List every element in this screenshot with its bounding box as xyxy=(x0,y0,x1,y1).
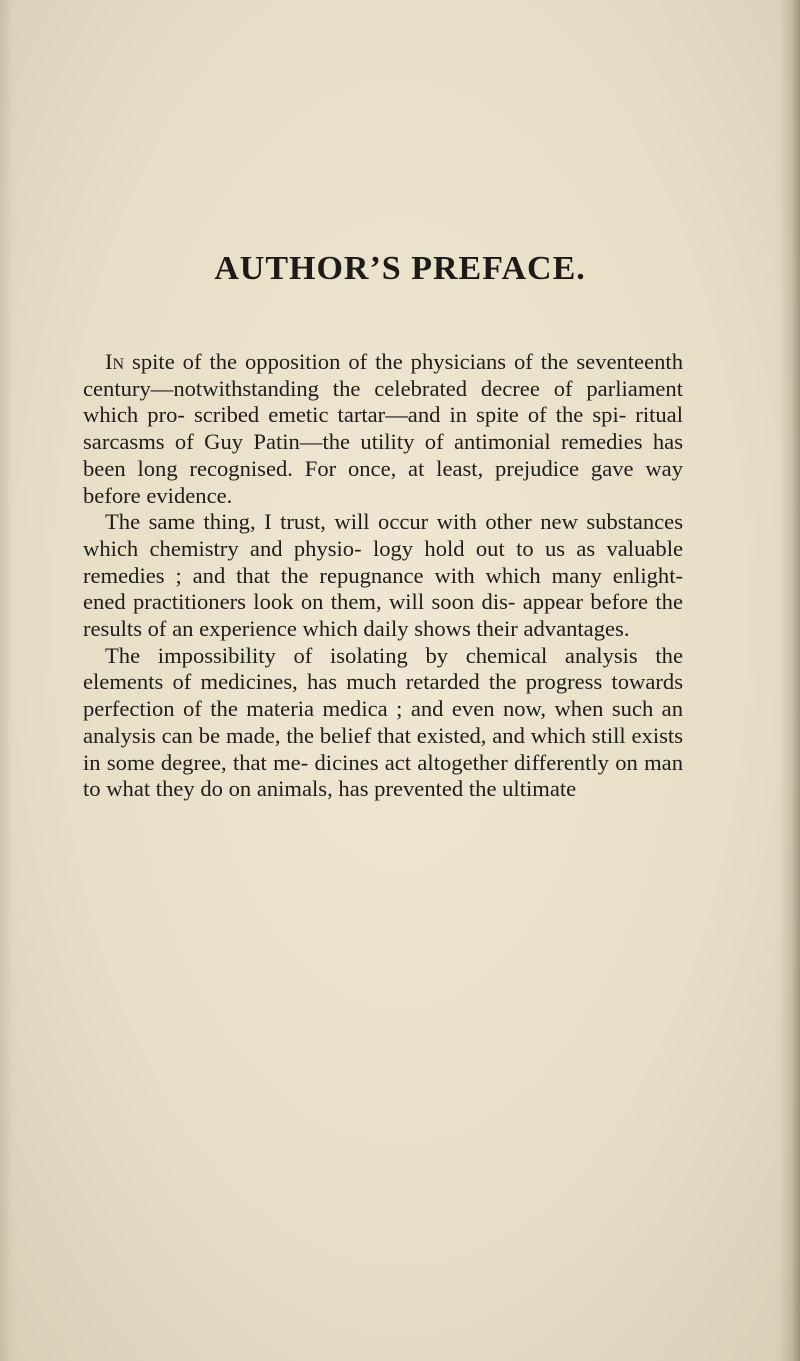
page-right-shadow xyxy=(778,0,800,1361)
body-text xyxy=(83,349,683,803)
paragraph-lead-word: In xyxy=(105,349,125,374)
paragraph: The impossibility of isolating by chemical analysis the elements of medicines, has much retarded the progress towards perfection of the materia medica ; and even now, when such an analysis can be made, the belief that existed, and which still exists in some degree, that me- dicines act altogether differently on man to what they do on animals, has prevented the ultimate xyxy=(83,642,683,802)
paragraph-text: spite of the opposition of the physicians of the seventeenth century—notwithstanding the celebrated decree of parliament which pro- scribed emetic tartar—and in spite of the spi- ritual sarcasms of Guy Patin—the utility of antimonial remedies has been long recognised. For once, at least, prejudice gave way before evidence. xyxy=(83,349,683,508)
paragraph xyxy=(83,349,683,509)
paragraph: The same thing, I trust, will occur with other new substances which chemistry and physio- logy hold out to us as valuable remedies ; and that the repugnance with which many enlight- ened practitioners look on them, will soon dis- appear before the results of an experience which daily shows their advantages. xyxy=(83,509,683,642)
page-title: AUTHOR’S PREFACE. xyxy=(214,250,586,287)
page-left-shadow xyxy=(0,0,14,1361)
